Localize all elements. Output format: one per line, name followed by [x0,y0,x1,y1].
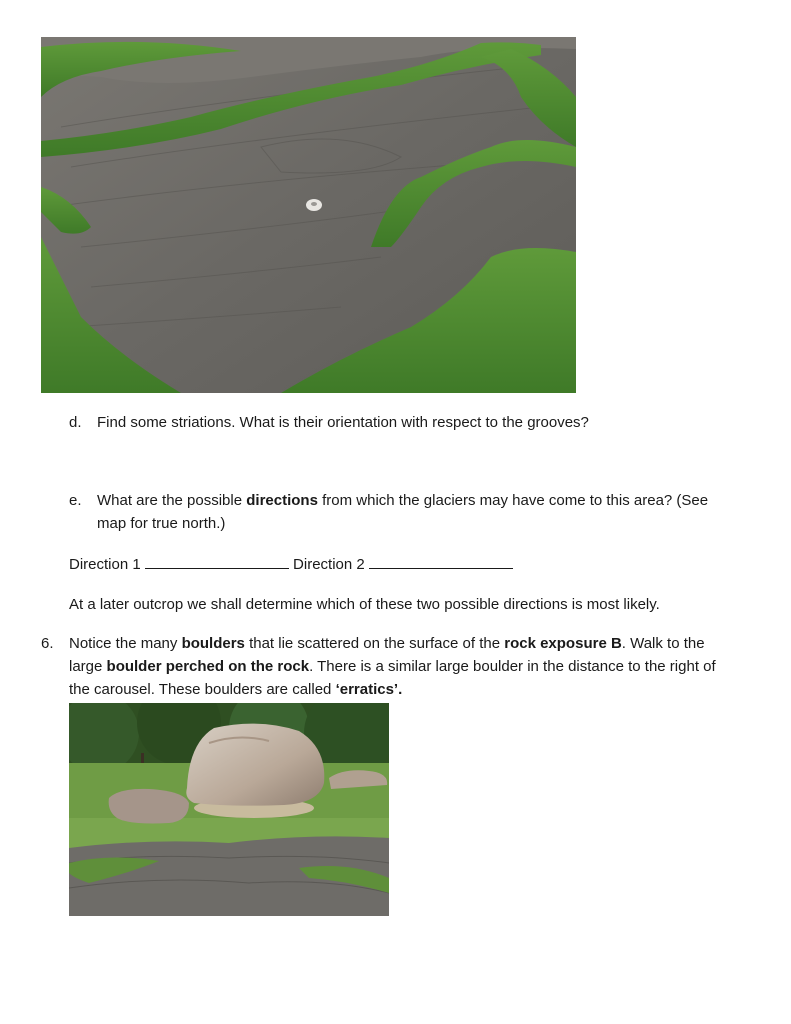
item-6-text-4: large [69,658,107,675]
erratic-boulder-photo [69,703,389,916]
item-6-bold-erratics: ‘erratics’. [335,681,403,698]
direction-2-label: Direction 2 [293,556,365,573]
item-e-text-3: map for true north.) [97,515,226,532]
item-6-text-1: Notice the many [69,635,182,652]
item-d-question: Find some striations. What is their orientation with respect to the grooves? [97,414,589,431]
later-outcrop-note: At a later outcrop we shall determine which of these two possible directions is most likely. [69,596,660,613]
direction-1-blank[interactable] [145,553,289,569]
item-6-text-6: the carousel. These boulders are called [69,681,336,698]
item-e-marker: e. [69,492,82,509]
item-6-paragraph [69,632,749,701]
item-6-bold-rock-exposure: rock exposure B [504,635,622,652]
item-6-text-2: that lie scattered on the surface of the [244,635,505,652]
glacial-pavement-photo [41,37,576,393]
item-6-marker: 6. [41,635,54,652]
direction-2-blank[interactable] [369,553,513,569]
item-d-marker: d. [69,414,82,431]
item-e-bold-directions: directions [246,492,318,509]
item-6-text-3: . Walk to the [621,635,705,652]
direction-1-label: Direction 1 [69,556,141,573]
item-6-text-5: . There is a similar large boulder in the distance to the right of [309,658,716,675]
item-e-question [97,489,737,535]
item-6-bold-perched-boulder: boulder perched on the rock [106,658,310,675]
item-e-text-1: What are the possible [97,492,247,509]
item-6-bold-boulders: boulders [181,635,245,652]
direction-answer-row [69,553,589,576]
item-e-text-2: from which the glaciers may have come to this area? (See [317,492,709,509]
